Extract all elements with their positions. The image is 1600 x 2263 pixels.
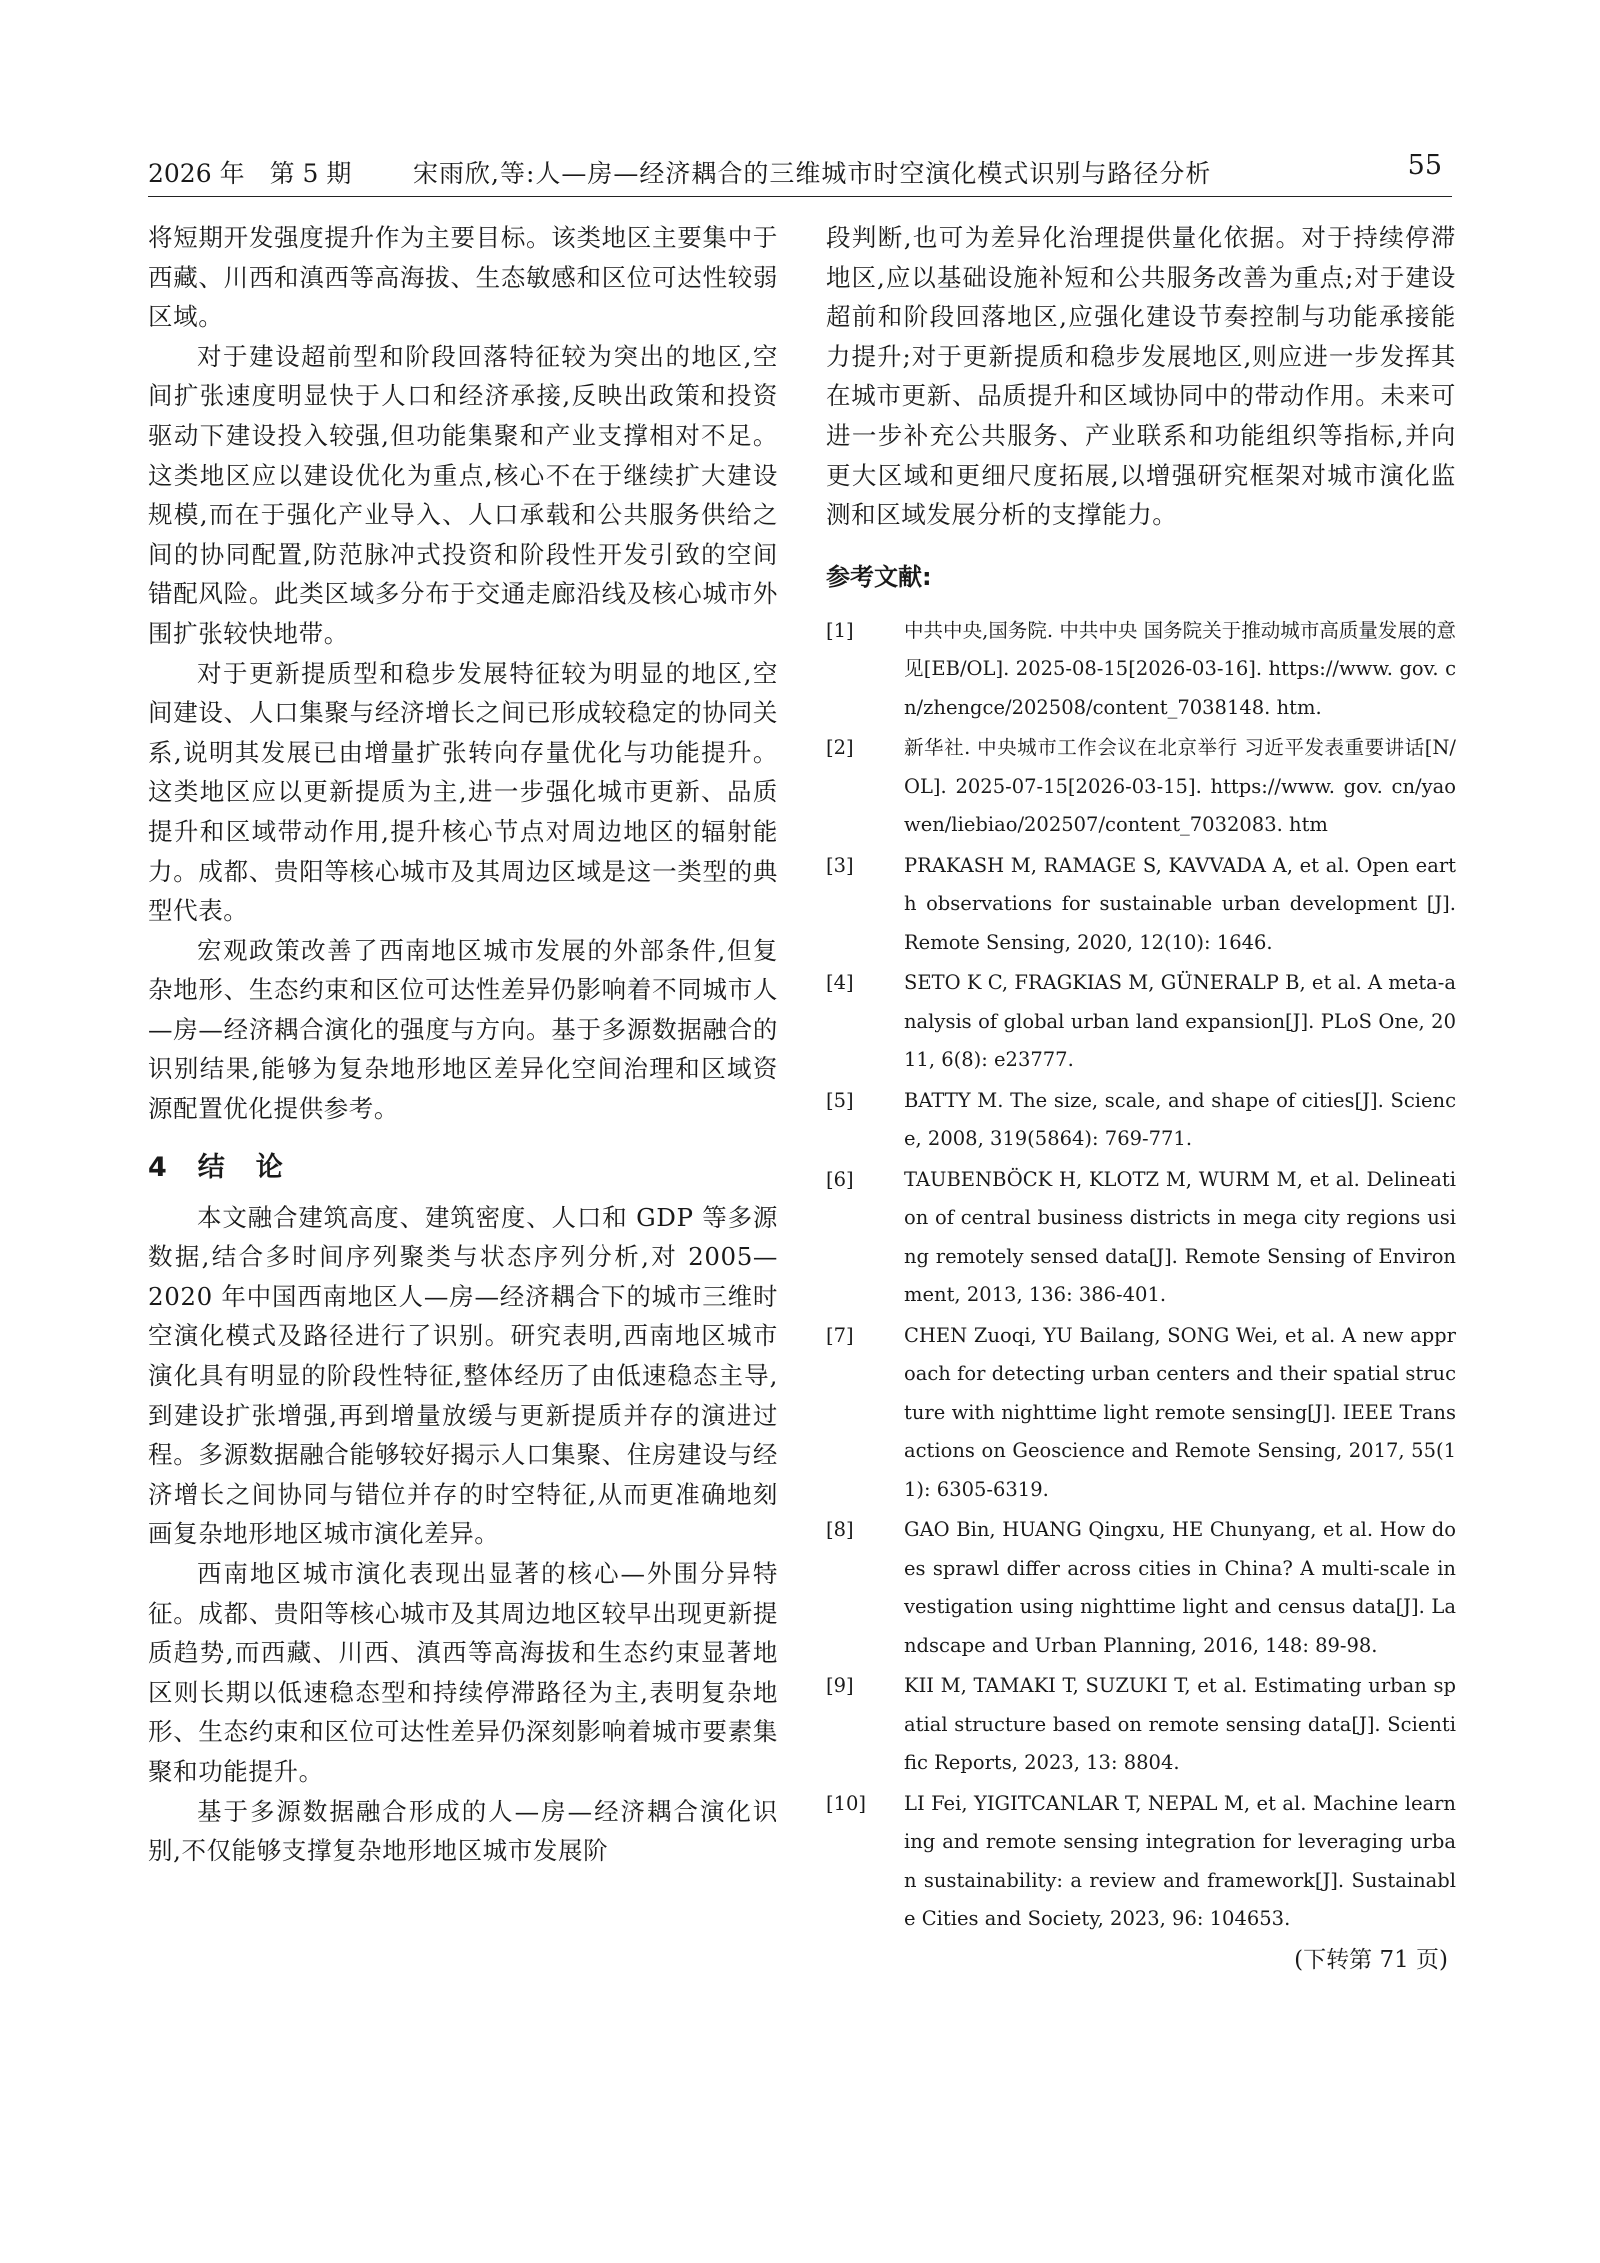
reference-item bbox=[826, 1667, 1456, 1783]
reference-text: 中共中央,国务院. 中共中央 国务院关于推动城市高质量发展的意见[EB/OL]. 2025-08-15[2026-03-16]. https://www. gov. cn/zhengce/202508/content_7038148. htm. bbox=[904, 618, 1456, 719]
paragraph: 宏观政策改善了西南地区城市发展的外部条件,但复杂地形、生态约束和区位可达性差异仍影响着不同城市人—房—经济耦合演化的强度与方向。基于多源数据融合的识别结果,能够为复杂地形地区差异化空间治理和区域资源配置优化提供参考。 bbox=[148, 935, 778, 1124]
paragraph: 基于多源数据融合形成的人—房—经济耦合演化识别,不仅能够支撑复杂地形地区城市发展阶 bbox=[148, 1796, 778, 1866]
paragraph: 对于建设超前型和阶段回落特征较为突出的地区,空间扩张速度明显快于人口和经济承接,反映出政策和投资驱动下建设投入较强,但功能集聚和产业支撑相对不足。这类地区应以建设优化为重点,核心不在于继续扩大建设规模,而在于强化产业导入、人口承载和公共服务供给之间的协同配置,防范脉冲式投资和阶段性开发引致的空间错配风险。此类区域多分布于交通走廊沿线及核心城市外围扩张较快地带。 bbox=[148, 341, 778, 648]
right-column bbox=[826, 218, 1456, 1974]
section-heading: 4 结 论 bbox=[148, 1151, 285, 1183]
reference-item bbox=[826, 1161, 1456, 1315]
reference-item bbox=[826, 612, 1456, 728]
reference-number: [6] bbox=[826, 1167, 854, 1191]
reference-item bbox=[826, 1317, 1456, 1510]
reference-item bbox=[826, 847, 1456, 963]
reference-list bbox=[826, 612, 1456, 1939]
reference-item bbox=[826, 964, 1456, 1080]
paragraph: 西南地区城市演化表现出显著的核心—外围分异特征。成都、贵阳等核心城市及其周边地区较早出现更新提质趋势,而西藏、川西、滇西等高海拔和生态约束显著地区则长期以低速稳态型和持续停滞路径为主,表明复杂地形、生态约束和区位可达性差异仍深刻影响着城市要素集聚和功能提升。 bbox=[148, 1559, 778, 1786]
reference-number: [4] bbox=[826, 971, 854, 995]
reference-number: [10] bbox=[826, 1791, 867, 1815]
paragraph: 段判断,也可为差异化治理提供量化依据。对于持续停滞地区,应以基础设施补短和公共服务改善为重点;对于建设超前和阶段回落地区,应强化建设节奏控制与功能承接能力提升;对于更新提质和稳步发展地区,则应进一步发挥其在城市更新、品质提升和区域协同中的带动作用。未来可进一步补充公共服务、产业联系和功能组织等指标,并向更大区域和更细尺度拓展,以增强研究框架对城市演化监测和区域发展分析的支撑能力。 bbox=[826, 223, 1456, 530]
paragraph: 本文融合建筑高度、建筑密度、人口和 GDP 等多源数据,结合多时间序列聚类与状态序列分析,对 2005—2020 年中国西南地区人—房—经济耦合下的城市三维时空演化模式及路径进行了识别。研究表明,西南地区城市演化具有明显的阶段性特征,整体经历了由低速稳态主导,到建设扩张增强,再到增量放缓与更新提质并存的演进过程。多源数据融合能够较好揭示人口集聚、住房建设与经济增长之间协同与错位并存的时空特征,从而更准确地刻画复杂地形地区城市演化差异。 bbox=[148, 1202, 778, 1549]
reference-item bbox=[826, 1511, 1456, 1665]
references-heading: 参考文献: bbox=[826, 562, 932, 591]
left-column bbox=[148, 218, 778, 1871]
continued-note: (下转第 71 页) bbox=[1294, 1946, 1448, 1973]
paragraph: 将短期开发强度提升作为主要目标。该类地区主要集中于西藏、川西和滇西等高海拔、生态敏感和区位可达性较弱区域。 bbox=[148, 223, 778, 332]
reference-number: [1] bbox=[826, 618, 854, 642]
reference-number: [9] bbox=[826, 1674, 854, 1698]
reference-item bbox=[826, 1082, 1456, 1159]
reference-text: LI Fei, YIGITCANLAR T, NEPAL M, et al. Machine learning and remote sensing integration for leveraging urban sustainability: a review and framework[J]. Sustainable Cities and Society, 2023, 96: 104653. bbox=[904, 1791, 1456, 1931]
paragraph: 对于更新提质型和稳步发展特征较为明显的地区,空间建设、人口集聚与经济增长之间已形成较稳定的协同关系,说明其发展已由增量扩张转向存量优化与功能提升。这类地区应以更新提质为主,进一步强化城市更新、品质提升和区域带动作用,提升核心节点对周边地区的辐射能力。成都、贵阳等核心城市及其周边区域是这一类型的典型代表。 bbox=[148, 658, 778, 926]
running-header bbox=[148, 150, 1452, 197]
reference-item bbox=[826, 729, 1456, 845]
reference-text: CHEN Zuoqi, YU Bailang, SONG Wei, et al. A new approach for detecting urban centers and their spatial structure with nighttime light remote sensing[J]. IEEE Transactions on Geoscience and Remote Sensing, 2017, 55(11): 6305-6319. bbox=[904, 1323, 1456, 1501]
reference-item bbox=[826, 1785, 1456, 1939]
reference-text: TAUBENBÖCK H, KLOTZ M, WURM M, et al. Delineation of central business districts in mega city regions using remotely sensed data[J]. Remote Sensing of Environment, 2013, 136: 386-401. bbox=[904, 1167, 1456, 1307]
reference-text: PRAKASH M, RAMAGE S, KAVVADA A, et al. Open earth observations for sustainable urban development [J]. Remote Sensing, 2020, 12(10): 1646. bbox=[904, 853, 1456, 954]
reference-text: KII M, TAMAKI T, SUZUKI T, et al. Estimating urban spatial structure based on remote sensing data[J]. Scientific Reports, 2023, 13: 8804. bbox=[904, 1674, 1456, 1775]
reference-text: SETO K C, FRAGKIAS M, GÜNERALP B, et al. A meta-analysis of global urban land expansion[J]. PLoS One, 2011, 6(8): e23777. bbox=[904, 971, 1456, 1072]
reference-number: [7] bbox=[826, 1323, 854, 1347]
running-title: 宋雨欣,等:人—房—经济耦合的三维城市时空演化模式识别与路径分析 bbox=[413, 159, 1212, 188]
reference-number: [3] bbox=[826, 853, 854, 877]
reference-number: [2] bbox=[826, 736, 854, 760]
reference-number: [5] bbox=[826, 1088, 854, 1112]
reference-number: [8] bbox=[826, 1518, 854, 1542]
reference-text: 新华社. 中央城市工作会议在北京举行 习近平发表重要讲话[N/OL]. 2025-07-15[2026-03-15]. https://www. gov. cn/yaowen/liebiao/202507/content_7032083. htm bbox=[904, 736, 1456, 837]
reference-text: BATTY M. The size, scale, and shape of cities[J]. Science, 2008, 319(5864): 769-771. bbox=[904, 1088, 1456, 1151]
journal-issue: 2026 年 第 5 期 bbox=[148, 159, 352, 188]
reference-text: GAO Bin, HUANG Qingxu, HE Chunyang, et al. How does sprawl differ across cities in China? A multi-scale investigation using nighttime light and census data[J]. Landscape and Urban Planning, 2016, 148: 89-98. bbox=[904, 1518, 1456, 1657]
page-number: 55 bbox=[1407, 150, 1442, 181]
